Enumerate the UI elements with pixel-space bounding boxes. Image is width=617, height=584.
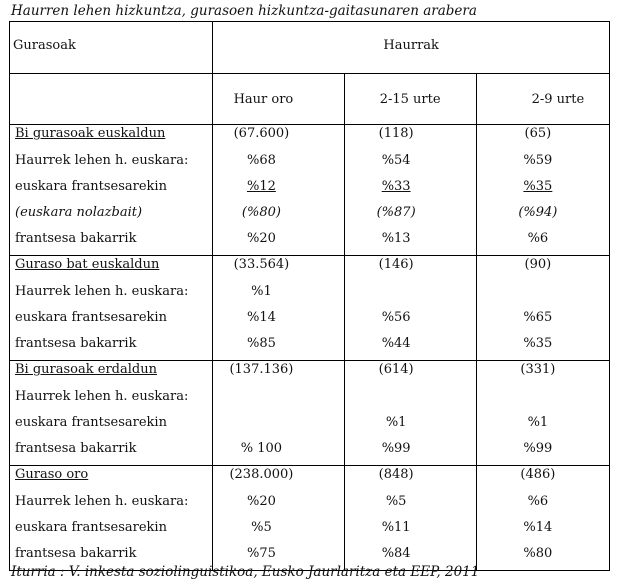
cell-value: %11 (381, 520, 411, 535)
cell-value: %5 (251, 520, 272, 535)
row-label: frantsesa bakarrik (15, 441, 137, 456)
group-total: (118) (378, 126, 414, 141)
group-labels (10, 256, 213, 361)
cell-value: %14 (523, 520, 553, 535)
table-caption: Haurren lehen hizkuntza, gurasoen hizkuntza-gaitasunaren arabera (11, 3, 477, 19)
group-labels (10, 466, 213, 571)
cell-value: %56 (381, 310, 411, 325)
row-label: Haurrek lehen h. euskara: (15, 389, 189, 404)
cell-value: %54 (381, 153, 411, 168)
cell-value: %1 (251, 284, 272, 299)
group-total: (146) (378, 257, 414, 272)
cell-value: %84 (381, 546, 411, 561)
row-label: Haurrek lehen h. euskara: (15, 284, 189, 299)
row-header-label: Gurasoak (10, 22, 213, 74)
cell-value: %6 (527, 494, 549, 509)
row-label: Haurrek lehen h. euskara: (15, 494, 189, 509)
group-total: (33.564) (233, 257, 290, 272)
group-total: (848) (378, 467, 414, 482)
cell-value: % 100 (240, 441, 283, 456)
cell-value: %14 (246, 310, 276, 325)
header-row (10, 22, 610, 74)
row-label: frantsesa bakarrik (15, 546, 137, 561)
group-values-col2 (344, 125, 476, 256)
cell-value (477, 387, 609, 413)
cell-value: (%94) (518, 205, 558, 220)
group-values-col1 (213, 256, 344, 361)
group-title: Bi gurasoak euskaldun (15, 126, 166, 141)
cell-value: %1 (385, 415, 407, 430)
column-group-label: Haurrak (213, 22, 610, 74)
cell-value: %6 (527, 231, 549, 246)
group-total: (238.000) (229, 467, 294, 482)
cell-value (345, 282, 476, 308)
group-values-col3 (476, 256, 609, 361)
group-total: (65) (524, 126, 552, 141)
cell-value: (%80) (241, 205, 281, 220)
group-values-col2 (344, 256, 476, 361)
group-labels (10, 125, 213, 256)
cell-value: (%87) (376, 205, 416, 220)
cell-value: %65 (523, 310, 553, 325)
row-label: euskara frantsesarekin (15, 415, 167, 430)
group-values-col3 (476, 125, 609, 256)
cell-value (213, 387, 343, 413)
cell-value: %85 (246, 336, 276, 351)
column-header: Haur oro (213, 74, 344, 125)
cell-value: %20 (246, 231, 276, 246)
group-values-col2 (344, 361, 476, 466)
table-group (10, 466, 610, 571)
group-total: (137.136) (229, 362, 294, 377)
group-total: (614) (378, 362, 414, 377)
table-group (10, 361, 610, 466)
cell-value: %35 (523, 179, 553, 194)
cell-value: %99 (523, 441, 553, 456)
row-label: Haurrek lehen h. euskara: (15, 153, 189, 168)
row-label: euskara frantsesarekin (15, 179, 167, 194)
row-label: (euskara nolazbait) (15, 205, 143, 220)
row-label: euskara frantsesarekin (15, 520, 167, 535)
group-values-col2 (344, 466, 476, 571)
column-header-row (10, 74, 610, 125)
cell-value: %75 (246, 546, 276, 561)
row-label: frantsesa bakarrik (15, 231, 137, 246)
data-table (9, 21, 610, 571)
group-total: (331) (520, 362, 556, 377)
cell-value: %35 (523, 336, 553, 351)
cell-value: %33 (381, 179, 411, 194)
row-label: frantsesa bakarrik (15, 336, 137, 351)
group-values-col1 (213, 125, 344, 256)
cell-value: %44 (381, 336, 411, 351)
row-label: euskara frantsesarekin (15, 310, 167, 325)
cell-value: %80 (523, 546, 553, 561)
table-group (10, 125, 610, 256)
cell-value: %5 (385, 494, 407, 509)
group-title: Guraso oro (15, 467, 89, 482)
group-total: (486) (520, 467, 556, 482)
group-title: Guraso bat euskaldun (15, 257, 160, 272)
table-group (10, 256, 610, 361)
cell-value: %68 (246, 153, 276, 168)
group-values-col1 (213, 361, 344, 466)
cell-value: %12 (246, 179, 276, 194)
column-header: 2-9 urte (476, 74, 609, 125)
cell-value: %59 (523, 153, 553, 168)
cell-value: %99 (381, 441, 411, 456)
cell-value (213, 413, 343, 439)
group-total: (90) (524, 257, 552, 272)
group-total: (67.600) (233, 126, 290, 141)
group-values-col3 (476, 361, 609, 466)
cell-value (345, 387, 476, 413)
group-values-col3 (476, 466, 609, 571)
cell-value: %1 (527, 415, 549, 430)
group-title: Bi gurasoak erdaldun (15, 362, 157, 377)
cell-value (477, 282, 609, 308)
group-labels (10, 361, 213, 466)
cell-value: %20 (246, 494, 276, 509)
source-note: Iturria : V. inkesta soziolinguistikoa, Eusko Jaurlaritza eta EEP, 2011 (11, 564, 480, 580)
empty-header-cell (10, 74, 213, 125)
cell-value: %13 (381, 231, 411, 246)
column-header: 2-15 urte (344, 74, 476, 125)
group-values-col1 (213, 466, 344, 571)
